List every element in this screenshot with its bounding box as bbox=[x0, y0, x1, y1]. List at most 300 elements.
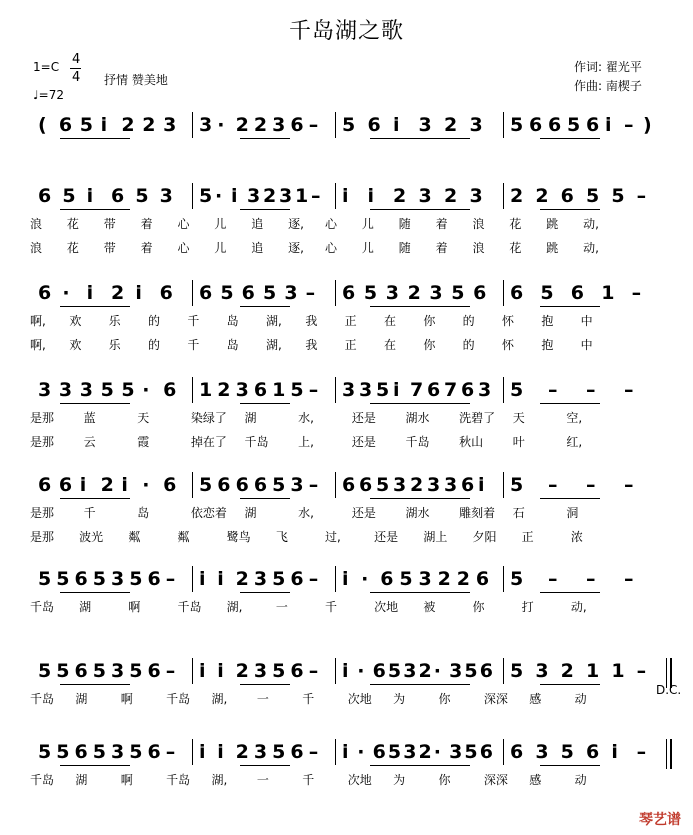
note: 2 bbox=[111, 282, 125, 304]
beam-line bbox=[540, 684, 600, 685]
note: 2 bbox=[253, 114, 268, 136]
beam-line bbox=[240, 592, 290, 593]
lyric-word: 打 bbox=[521, 600, 534, 614]
note: 6 bbox=[38, 474, 52, 496]
note: 6 bbox=[548, 114, 562, 136]
note: 6 bbox=[163, 474, 177, 496]
note: 6 bbox=[147, 568, 161, 590]
note: – bbox=[308, 379, 319, 401]
note: 6 bbox=[58, 114, 73, 136]
note: 5 bbox=[387, 660, 402, 682]
note: 3 bbox=[253, 660, 268, 682]
note: · bbox=[433, 741, 442, 763]
note: 5 bbox=[38, 741, 52, 763]
bar-line bbox=[335, 112, 336, 138]
lyric-word: 被 bbox=[423, 600, 436, 614]
score-system bbox=[0, 466, 693, 562]
lyric-word: 花 bbox=[509, 217, 522, 231]
lyric-word: 红, bbox=[566, 435, 583, 449]
time-signature-top: 4 bbox=[72, 52, 81, 67]
note: 2 bbox=[263, 185, 277, 207]
lyric-word: 深深 bbox=[483, 692, 508, 706]
lyric-word: 千 bbox=[83, 506, 96, 520]
note: 3 bbox=[535, 741, 549, 763]
note: 3 bbox=[403, 741, 417, 763]
lyric-word: 儿 bbox=[361, 217, 374, 231]
beam-line bbox=[60, 765, 130, 766]
bar-line bbox=[503, 377, 504, 403]
note: 2 bbox=[437, 568, 451, 590]
lyric-word: 心 bbox=[177, 217, 190, 231]
note: 5 bbox=[363, 282, 378, 304]
lyric-word: 浪 bbox=[472, 241, 485, 255]
note: 5 bbox=[263, 282, 277, 304]
beam-line bbox=[370, 684, 470, 685]
lyric-word: 一 bbox=[256, 773, 269, 787]
beam-line bbox=[540, 765, 600, 766]
lyric-word: 为 bbox=[393, 692, 406, 706]
note: 5 bbox=[129, 568, 143, 590]
note: 5 bbox=[510, 379, 524, 401]
lyric-word: 掉在了 bbox=[190, 435, 227, 449]
note: 6 bbox=[235, 474, 249, 496]
note: 2 bbox=[235, 741, 249, 763]
note: 2 bbox=[535, 185, 549, 207]
note: 6 bbox=[38, 185, 52, 207]
note: i bbox=[342, 185, 349, 207]
lyric-word: 追 bbox=[251, 217, 264, 231]
bar-line bbox=[335, 280, 336, 306]
bar-line bbox=[335, 183, 336, 209]
note: 5 bbox=[56, 741, 70, 763]
beam-line bbox=[60, 498, 130, 499]
lyric-word: 千岛 bbox=[30, 600, 55, 614]
note: 5 bbox=[199, 474, 213, 496]
note: i bbox=[135, 282, 142, 304]
beam-line bbox=[240, 498, 290, 499]
note: · bbox=[217, 114, 225, 136]
note: 6 bbox=[479, 741, 493, 763]
dc-mark: D.C. bbox=[656, 683, 682, 697]
note: 3 bbox=[429, 282, 443, 304]
lyric-word: 啊, bbox=[30, 314, 46, 328]
note: 6 bbox=[510, 741, 524, 763]
bar-line bbox=[503, 183, 504, 209]
note: 6 bbox=[111, 185, 125, 207]
note: 6 bbox=[473, 282, 487, 304]
note: ( bbox=[38, 114, 47, 136]
note: i bbox=[478, 474, 485, 496]
beam-line bbox=[540, 306, 600, 307]
note: 2 bbox=[418, 660, 432, 682]
note: 5 bbox=[510, 474, 524, 496]
note: i bbox=[86, 185, 94, 207]
note: 6 bbox=[290, 741, 304, 763]
note: 3 bbox=[279, 185, 293, 207]
lyric-word: 千岛 bbox=[244, 435, 269, 449]
note: · bbox=[433, 660, 442, 682]
note: 5 bbox=[100, 379, 114, 401]
note: 5 bbox=[38, 660, 52, 682]
lyric-word: 欢 bbox=[69, 338, 82, 352]
lyric-word: 着 bbox=[435, 241, 448, 255]
note: i bbox=[79, 474, 87, 496]
note: 6 bbox=[529, 114, 543, 136]
lyric-word: 次地 bbox=[374, 600, 399, 614]
beam-line bbox=[240, 209, 290, 210]
note: 2 bbox=[560, 660, 574, 682]
note: 6 bbox=[290, 114, 304, 136]
tempo-mark: ♩=72 bbox=[33, 88, 64, 102]
note: – bbox=[586, 568, 596, 590]
note: 5 bbox=[199, 185, 213, 207]
note: 5 bbox=[272, 474, 286, 496]
note: 6 bbox=[163, 379, 177, 401]
lyric-word: 儿 bbox=[214, 217, 227, 231]
beam-line bbox=[240, 684, 290, 685]
lyric-word: 是那 bbox=[30, 506, 55, 520]
lyric-word: 夕阳 bbox=[472, 530, 497, 544]
note: 5 bbox=[567, 114, 581, 136]
note: – bbox=[165, 568, 176, 590]
note: 5 bbox=[79, 114, 93, 136]
lyric-word: 儿 bbox=[361, 241, 374, 255]
note: 2 bbox=[456, 568, 470, 590]
lyric-word: 深深 bbox=[483, 773, 508, 787]
note: – bbox=[586, 379, 596, 401]
lyric-word: 千岛 bbox=[166, 692, 191, 706]
lyric-word: 岛 bbox=[226, 314, 239, 328]
lyric-word: 湖, bbox=[211, 692, 228, 706]
lyric-word: 千 bbox=[187, 314, 200, 328]
note: – bbox=[586, 474, 596, 496]
lyric-word: 染绿了 bbox=[190, 411, 227, 425]
lyric-word: 湖上 bbox=[423, 530, 448, 544]
lyric-word: 你 bbox=[423, 338, 436, 352]
lyric-word: 的 bbox=[148, 338, 161, 352]
note: 3 bbox=[403, 660, 417, 682]
lyric-word: 湖水 bbox=[405, 506, 430, 520]
lyric-word: 湖, bbox=[211, 773, 228, 787]
note: 2 bbox=[235, 568, 249, 590]
bar-line bbox=[192, 377, 193, 403]
lyric-word: 粼 bbox=[128, 530, 141, 544]
lyric-word: 粼 bbox=[177, 530, 190, 544]
note: 7 bbox=[410, 379, 424, 401]
lyric-word: 是那 bbox=[30, 435, 55, 449]
note: 5 bbox=[399, 568, 413, 590]
note: 6 bbox=[217, 474, 231, 496]
lyric-word: 还是 bbox=[351, 411, 376, 425]
lyric-word: 乐 bbox=[108, 338, 121, 352]
note: 5 bbox=[387, 741, 402, 763]
lyric-word: 动, bbox=[583, 217, 599, 231]
note: · bbox=[361, 568, 369, 590]
note: 6 bbox=[199, 282, 213, 304]
note: 6 bbox=[74, 660, 88, 682]
note: 5 bbox=[272, 568, 286, 590]
note: 3 bbox=[235, 379, 249, 401]
note: 5 bbox=[510, 660, 524, 682]
note: 3 bbox=[163, 114, 177, 136]
note: i bbox=[199, 660, 206, 682]
bar-line bbox=[192, 112, 193, 138]
lyric-word: 浪 bbox=[30, 217, 43, 231]
lyric-word: 千 bbox=[325, 600, 338, 614]
score-system bbox=[0, 177, 693, 273]
lyric-word: 的 bbox=[462, 314, 475, 328]
note: 2 bbox=[217, 379, 231, 401]
page-title: 千岛湖之歌 bbox=[288, 19, 404, 44]
beam-line bbox=[60, 684, 130, 685]
note: 6 bbox=[241, 282, 255, 304]
bar-line bbox=[503, 280, 504, 306]
note: 2 bbox=[393, 185, 407, 207]
time-signature-bottom: 4 bbox=[72, 70, 81, 85]
lyric-word: 乐 bbox=[108, 314, 121, 328]
note: 5 bbox=[451, 282, 465, 304]
lyric-word: 花 bbox=[66, 241, 79, 255]
lyric-word: 动 bbox=[574, 692, 587, 706]
note: – bbox=[624, 379, 634, 401]
note: i bbox=[342, 660, 349, 682]
lyric-word: 正 bbox=[344, 314, 357, 328]
note: 3 bbox=[253, 568, 268, 590]
note: i bbox=[199, 741, 206, 763]
beam-line bbox=[60, 209, 130, 210]
note: 5 bbox=[129, 660, 143, 682]
lyric-word: 追 bbox=[251, 241, 264, 255]
note: i bbox=[367, 185, 375, 207]
lyricist-credit: 作词: 翟光平 bbox=[574, 60, 642, 74]
lyric-word: 湖 bbox=[75, 692, 88, 706]
lyric-word: 湖, bbox=[266, 314, 282, 328]
key-signature: 1=C bbox=[33, 60, 60, 74]
note: 2 bbox=[444, 114, 458, 136]
note: 5 bbox=[586, 185, 600, 207]
lyric-word: 次地 bbox=[347, 773, 372, 787]
lyric-word: 逐, bbox=[288, 241, 304, 255]
lyric-word: 的 bbox=[148, 314, 161, 328]
score-system bbox=[0, 371, 693, 467]
beam-line bbox=[60, 403, 130, 404]
note: – bbox=[548, 568, 558, 590]
note: i bbox=[100, 114, 108, 136]
lyric-word: 动, bbox=[570, 600, 587, 614]
lyric-word: 飞 bbox=[275, 530, 288, 544]
note: 1 bbox=[601, 282, 615, 304]
lyric-word: 啊 bbox=[120, 773, 133, 787]
lyric-word: 随 bbox=[398, 241, 411, 255]
beam-line bbox=[540, 138, 600, 139]
lyric-word: 我 bbox=[305, 338, 318, 352]
lyric-word: 你 bbox=[423, 314, 436, 328]
beam-line bbox=[370, 592, 470, 593]
bar-line bbox=[503, 739, 504, 765]
note: – bbox=[308, 660, 319, 682]
note: 6 bbox=[427, 379, 441, 401]
lyric-word: 是那 bbox=[30, 411, 55, 425]
lyric-word: 湖 bbox=[75, 773, 88, 787]
note: 3 bbox=[359, 379, 373, 401]
lyric-word: 是那 bbox=[30, 530, 55, 544]
lyric-word: 动, bbox=[583, 241, 599, 255]
note: 3 bbox=[253, 741, 268, 763]
note: 6 bbox=[253, 379, 268, 401]
lyric-word: 天 bbox=[512, 411, 525, 425]
note: 7 bbox=[444, 379, 458, 401]
note: – bbox=[165, 660, 176, 682]
lyric-word: 湖 bbox=[244, 411, 257, 425]
lyric-word: 中 bbox=[580, 314, 593, 328]
note: – bbox=[165, 741, 176, 763]
beam-line bbox=[60, 592, 130, 593]
note: 5 bbox=[376, 379, 390, 401]
note: 6 bbox=[159, 282, 173, 304]
lyric-word: 天 bbox=[137, 411, 150, 425]
note: 6 bbox=[38, 282, 52, 304]
note: – bbox=[636, 185, 647, 207]
note: 3 bbox=[111, 660, 125, 682]
note: 6 bbox=[372, 741, 386, 763]
lyric-word: 叶 bbox=[512, 435, 525, 449]
note: 5 bbox=[540, 282, 554, 304]
note: 1 bbox=[295, 185, 309, 207]
lyric-word: 千 bbox=[187, 338, 200, 352]
note: 6 bbox=[560, 185, 574, 207]
note: 6 bbox=[290, 568, 304, 590]
score-system bbox=[0, 733, 693, 829]
note: 5 bbox=[135, 185, 149, 207]
lyric-word: 抱 bbox=[541, 314, 554, 328]
lyric-word: 云 bbox=[83, 435, 96, 449]
lyric-word: 鹭鸟 bbox=[226, 530, 251, 544]
lyric-word: 你 bbox=[472, 600, 485, 614]
note: 6 bbox=[342, 282, 356, 304]
bar-line bbox=[192, 472, 193, 498]
bar-line bbox=[192, 658, 193, 684]
note: – bbox=[624, 568, 634, 590]
note: – bbox=[548, 474, 558, 496]
lyric-word: 湖水 bbox=[405, 411, 430, 425]
lyric-word: 还是 bbox=[351, 506, 376, 520]
beam-line bbox=[540, 209, 600, 210]
double-bar-line bbox=[666, 739, 667, 769]
note: 5 bbox=[272, 741, 286, 763]
lyric-word: 一 bbox=[275, 600, 288, 614]
beam-line bbox=[370, 209, 470, 210]
beam-line bbox=[240, 765, 290, 766]
note: 6 bbox=[586, 741, 600, 763]
note: 3 bbox=[342, 379, 356, 401]
note: 2 bbox=[510, 185, 524, 207]
note: – bbox=[305, 282, 316, 304]
lyric-word: 为 bbox=[393, 773, 406, 787]
lyric-word: 过, bbox=[325, 530, 341, 544]
note: 2 bbox=[444, 185, 458, 207]
beam-line bbox=[370, 403, 470, 404]
lyric-word: 的 bbox=[462, 338, 475, 352]
lyric-word: 儿 bbox=[214, 241, 227, 255]
note: · bbox=[215, 185, 223, 207]
lyric-word: 跳 bbox=[546, 241, 559, 255]
note: 5 bbox=[290, 379, 304, 401]
bar-line bbox=[335, 658, 336, 684]
note: 2 bbox=[121, 114, 135, 136]
lyric-word: 怀 bbox=[502, 338, 515, 352]
bar-line bbox=[335, 472, 336, 498]
note: 5 bbox=[92, 568, 106, 590]
note: – bbox=[624, 474, 634, 496]
note: 3 bbox=[111, 568, 125, 590]
note: – bbox=[631, 282, 642, 304]
note: i bbox=[231, 185, 238, 207]
note: – bbox=[624, 114, 634, 136]
note: 6 bbox=[461, 474, 475, 496]
note: 3 bbox=[111, 741, 125, 763]
lyric-word: 岛 bbox=[226, 338, 239, 352]
lyric-word: 感 bbox=[529, 773, 542, 787]
note: 3 bbox=[449, 741, 463, 763]
lyric-word: 洞 bbox=[566, 506, 579, 520]
beam-line bbox=[540, 403, 600, 404]
note: i bbox=[342, 741, 349, 763]
note: 6 bbox=[586, 114, 600, 136]
note: i bbox=[342, 568, 349, 590]
lyric-word: 水, bbox=[298, 506, 314, 520]
lyric-word: 正 bbox=[344, 338, 357, 352]
note: 3 bbox=[535, 660, 549, 682]
note: i bbox=[86, 282, 94, 304]
bar-line bbox=[335, 566, 336, 592]
lyric-word: 花 bbox=[509, 241, 522, 255]
note: 3 bbox=[418, 114, 432, 136]
note: i bbox=[393, 114, 400, 136]
lyric-word: 雕刻着 bbox=[459, 506, 496, 520]
lyric-word: 抱 bbox=[541, 338, 554, 352]
beam-line bbox=[240, 306, 290, 307]
note: 3 bbox=[469, 114, 483, 136]
note: 6 bbox=[359, 474, 373, 496]
double-bar-line bbox=[670, 739, 672, 769]
lyric-word: 湖 bbox=[79, 600, 92, 614]
note: 1 bbox=[272, 379, 286, 401]
note: – bbox=[308, 114, 319, 136]
note: 3 bbox=[272, 114, 286, 136]
note: 5 bbox=[62, 185, 76, 207]
note: 6 bbox=[58, 474, 73, 496]
lyric-word: 感 bbox=[529, 692, 542, 706]
lyric-word: 随 bbox=[398, 217, 411, 231]
note: 6 bbox=[372, 660, 386, 682]
lyric-word: 千岛 bbox=[30, 773, 55, 787]
note: 5 bbox=[560, 741, 574, 763]
note: 3 bbox=[247, 185, 261, 207]
note: 6 bbox=[570, 282, 585, 304]
note: · bbox=[142, 474, 150, 496]
note: 3 bbox=[427, 474, 441, 496]
note: 6 bbox=[380, 568, 394, 590]
note: i bbox=[217, 660, 224, 682]
lyric-word: 心 bbox=[325, 241, 338, 255]
note: 6 bbox=[479, 660, 493, 682]
note: i bbox=[121, 474, 128, 496]
score-system bbox=[0, 560, 693, 656]
beam-line bbox=[370, 498, 470, 499]
note: 3 bbox=[385, 282, 399, 304]
note: 2 bbox=[410, 474, 424, 496]
note: 5 bbox=[56, 568, 70, 590]
